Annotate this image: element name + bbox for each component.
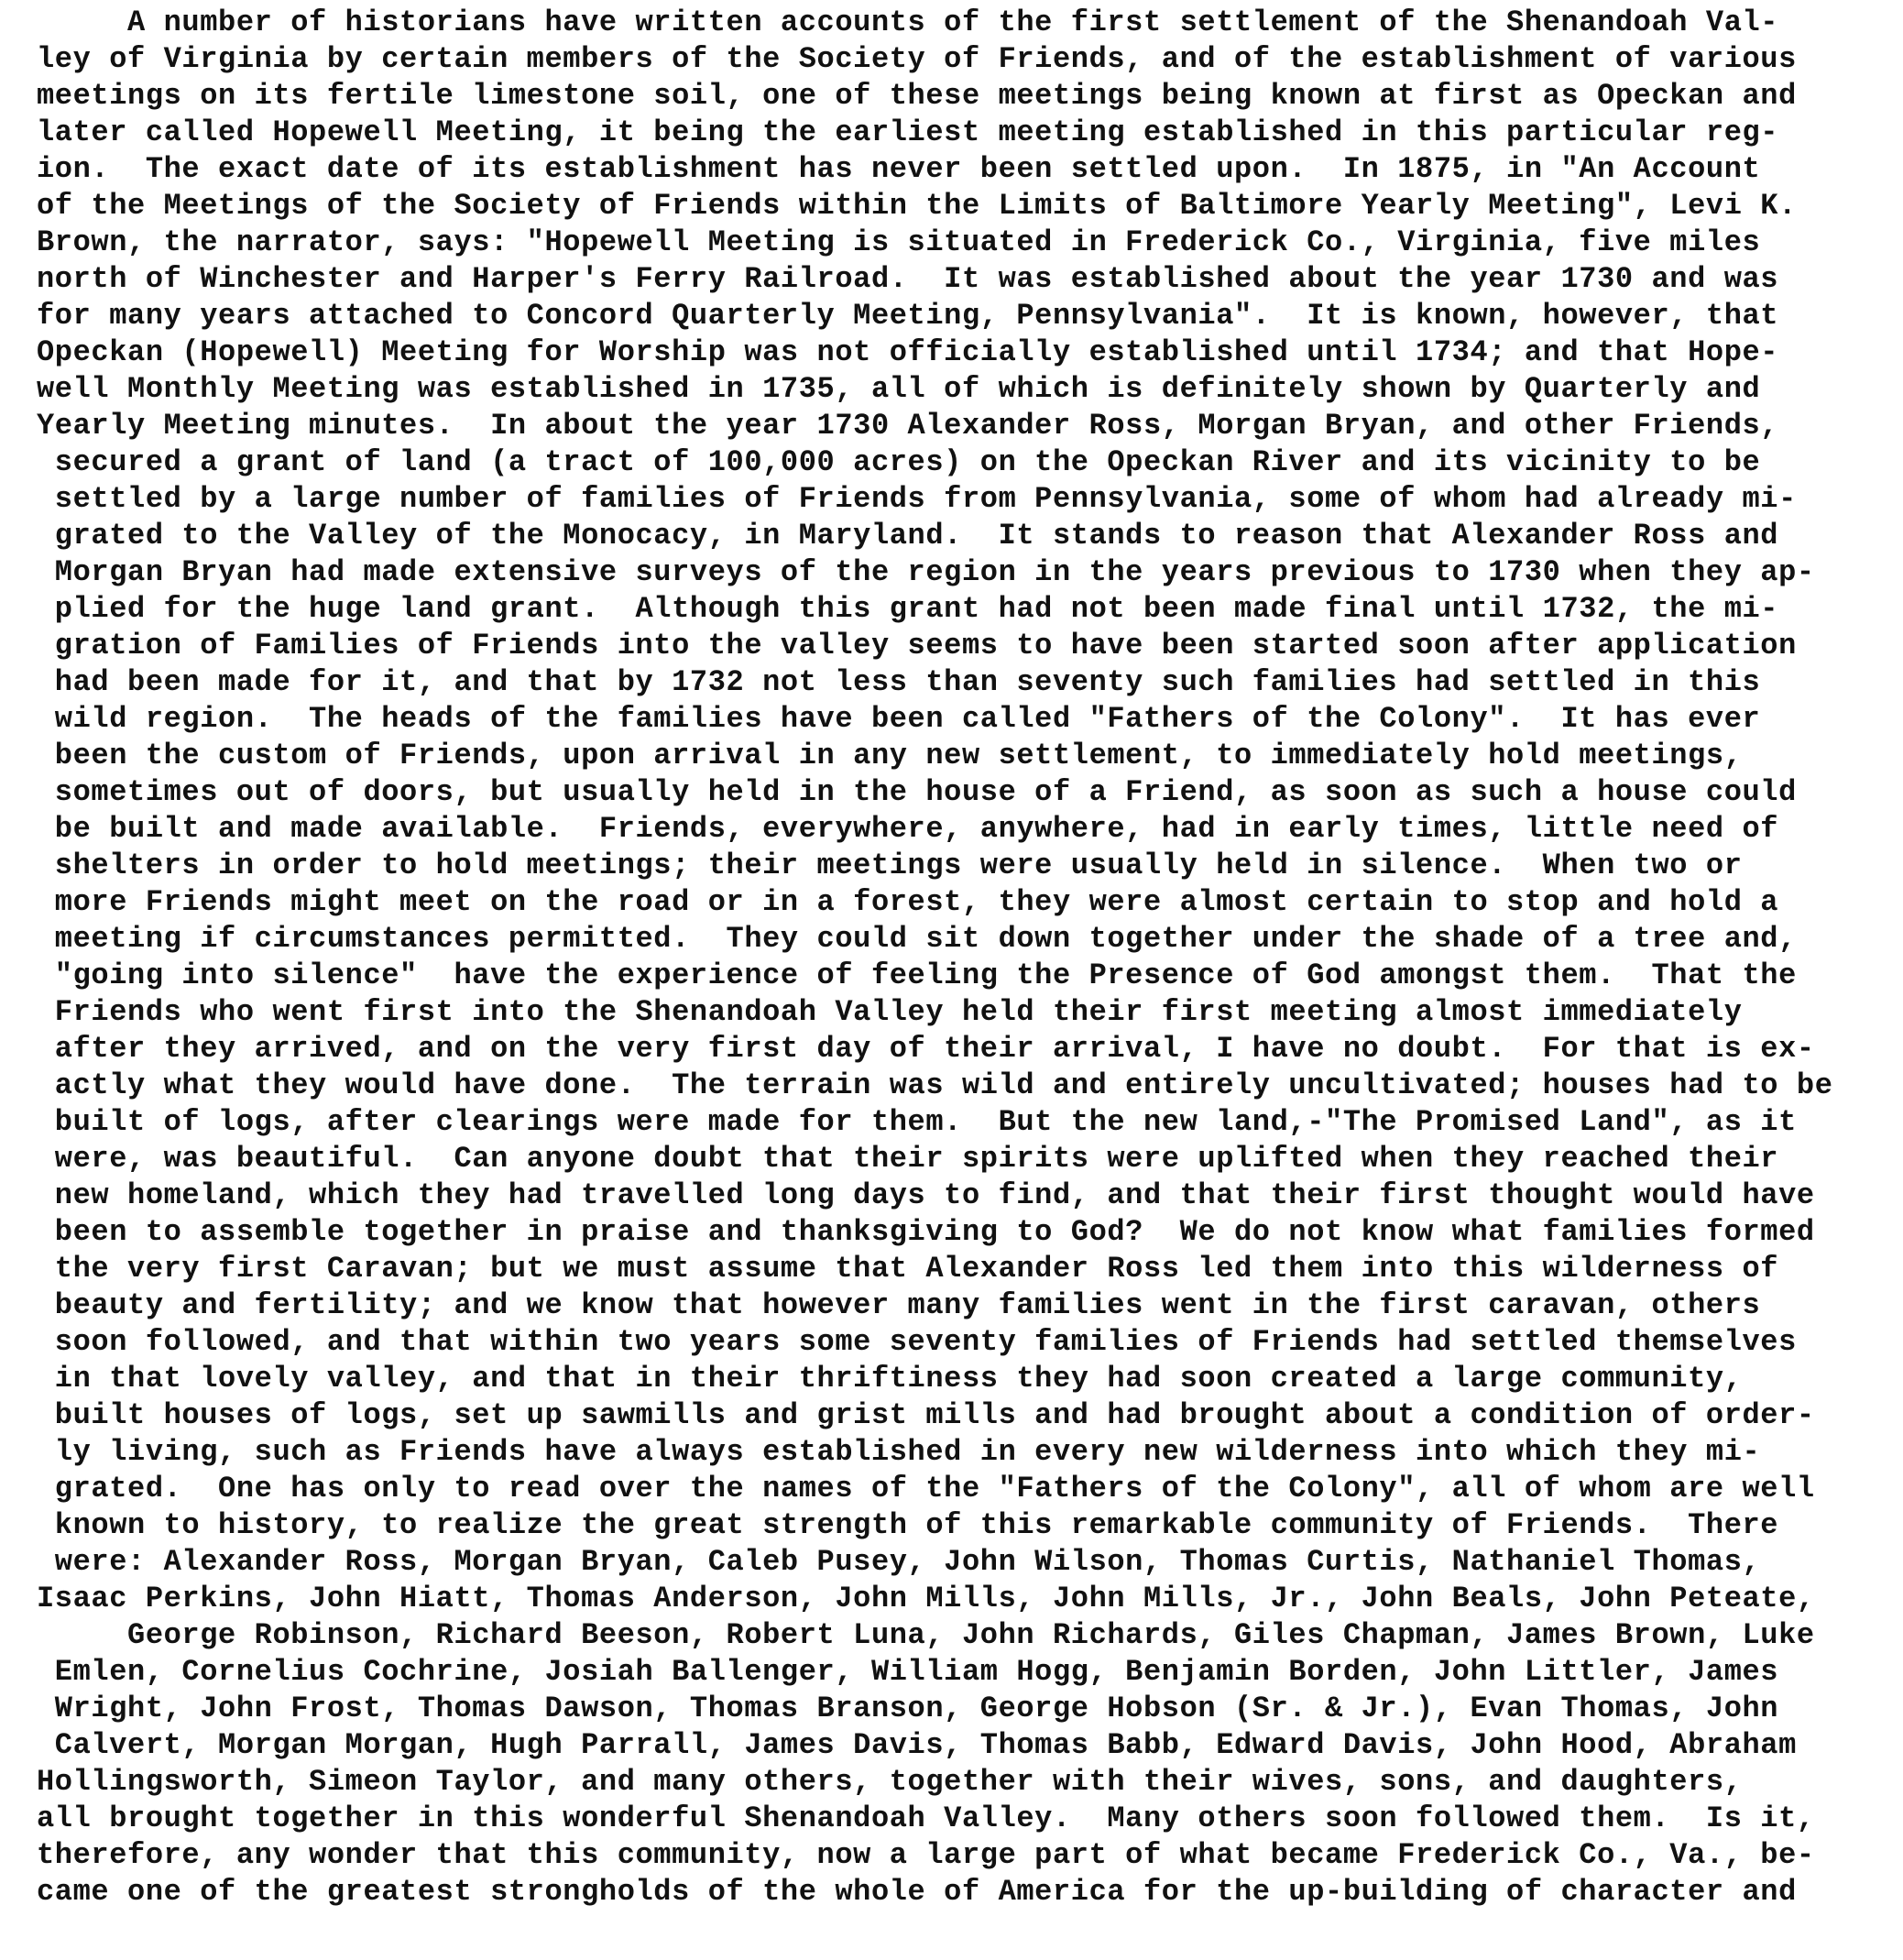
text-line: Wright, John Frost, Thomas Dawson, Thomas Branson, George Hobson (Sr. & Jr.), Evan Thomas, John: [37, 1692, 1779, 1725]
text-line: been the custom of Friends, upon arrival in any new settlement, to immediately hold meetings,: [37, 739, 1743, 772]
text-line: Calvert, Morgan Morgan, Hugh Parrall, James Davis, Thomas Babb, Edward Davis, John Hood, Abraham: [37, 1728, 1797, 1762]
text-line: Opeckan (Hopewell) Meeting for Worship was not officially established until 1734; and that Hope-: [37, 335, 1779, 369]
text-line: Emlen, Cornelius Cochrine, Josiah Ballenger, William Hogg, Benjamin Borden, John Littler, James: [37, 1655, 1779, 1689]
text-line: actly what they would have done. The terrain was wild and entirely uncultivated; houses had to be: [37, 1068, 1833, 1102]
text-line: came one of the greatest strongholds of the whole of America for the up-building of character and: [37, 1875, 1797, 1909]
text-line: be built and made available. Friends, everywhere, anywhere, had in early times, little need of: [37, 812, 1779, 846]
text-line: built houses of logs, set up sawmills and grist mills and had brought about a condition of order-: [37, 1398, 1815, 1432]
text-line: meetings on its fertile limestone soil, one of these meetings being known at first as Opeckan and: [37, 79, 1797, 113]
text-line: settled by a large number of families of Friends from Pennsylvania, some of whom had already mi-: [37, 482, 1797, 516]
text-line: soon followed, and that within two years some seventy families of Friends had settled themselves: [37, 1325, 1797, 1359]
text-line: Hollingsworth, Simeon Taylor, and many others, together with their wives, sons, and daughters,: [37, 1765, 1743, 1799]
text-line: secured a grant of land (a tract of 100,000 acres) on the Opeckan River and its vicinity to be: [37, 445, 1761, 479]
text-line: were, was beautiful. Can anyone doubt that their spirits were uplifted when they reached their: [37, 1142, 1779, 1176]
text-line: meeting if circumstances permitted. They could sit down together under the shade of a tree and,: [37, 922, 1797, 956]
text-line: Yearly Meeting minutes. In about the year 1730 Alexander Ross, Morgan Bryan, and other Friends,: [37, 409, 1779, 443]
text-line: north of Winchester and Harper's Ferry Railroad. It was established about the year 1730 and was: [37, 262, 1779, 296]
text-line: ly living, such as Friends have always established in every new wilderness into which they mi-: [37, 1435, 1761, 1469]
text-line: all brought together in this wonderful Shenandoah Valley. Many others soon followed them. Is it,: [37, 1801, 1815, 1835]
text-line: built of logs, after clearings were made for them. But the new land,-"The Promised Land", as it: [37, 1105, 1797, 1139]
text-line: therefore, any wonder that this community, now a large part of what became Frederick Co., Va., be-: [37, 1838, 1815, 1872]
text-line: were: Alexander Ross, Morgan Bryan, Caleb Pusey, John Wilson, Thomas Curtis, Nathaniel Thomas,: [37, 1545, 1761, 1579]
text-line: Brown, the narrator, says: "Hopewell Meeting is situated in Frederick Co., Virginia, five miles: [37, 225, 1761, 259]
text-line: grated. One has only to read over the names of the "Fathers of the Colony", all of whom are well: [37, 1472, 1815, 1506]
text-line: more Friends might meet on the road or in a forest, they were almost certain to stop and hold a: [37, 885, 1779, 919]
text-line: Friends who went first into the Shenandoah Valley held their first meeting almost immediately: [37, 995, 1743, 1029]
text-line: well Monthly Meeting was established in 1735, all of which is definitely shown by Quarterly and: [37, 372, 1761, 406]
text-line: after they arrived, and on the very first day of their arrival, I have no doubt. For that is ex-: [37, 1032, 1815, 1066]
text-line: shelters in order to hold meetings; their meetings were usually held in silence. When two or: [37, 849, 1743, 882]
text-line: for many years attached to Concord Quarterly Meeting, Pennsylvania". It is known, however, that: [37, 299, 1779, 333]
text-line: been to assemble together in praise and thanksgiving to God? We do not know what families formed: [37, 1215, 1815, 1249]
text-line: of the Meetings of the Society of Friends within the Limits of Baltimore Yearly Meeting", Levi K.: [37, 189, 1797, 223]
text-line: plied for the huge land grant. Although this grant had not been made final until 1732, the mi-: [37, 592, 1779, 626]
text-line: gration of Families of Friends into the valley seems to have been started soon after application: [37, 629, 1797, 662]
text-line: ion. The exact date of its establishment has never been settled upon. In 1875, in "An Account: [37, 152, 1761, 186]
text-line: had been made for it, and that by 1732 not less than seventy such families had settled in this: [37, 665, 1761, 699]
text-line: wild region. The heads of the families have been called "Fathers of the Colony". It has ever: [37, 702, 1761, 736]
text-line: Morgan Bryan had made extensive surveys of the region in the years previous to 1730 when they ap-: [37, 555, 1815, 589]
text-line: later called Hopewell Meeting, it being the earliest meeting established in this particular reg-: [37, 115, 1779, 149]
text-line: A number of historians have written accounts of the first settlement of the Shenandoah Val-: [37, 5, 1779, 39]
text-line: in that lovely valley, and that in their thriftiness they had soon created a large community,: [37, 1362, 1743, 1396]
text-line: beauty and fertility; and we know that however many families went in the first caravan, others: [37, 1288, 1761, 1322]
text-line: "going into silence" have the experience of feeling the Presence of God amongst them. That the: [37, 958, 1797, 992]
text-line: George Robinson, Richard Beeson, Robert Luna, John Richards, Giles Chapman, James Brown, Luke: [37, 1618, 1815, 1652]
text-line: grated to the Valley of the Monocacy, in Maryland. It stands to reason that Alexander Ross and: [37, 519, 1779, 553]
text-line: new homeland, which they had travelled long days to find, and that their first thought would have: [37, 1178, 1815, 1212]
text-line: ley of Virginia by certain members of the Society of Friends, and of the establishment of various: [37, 42, 1797, 76]
text-line: the very first Caravan; but we must assume that Alexander Ross led them into this wilderness of: [37, 1252, 1779, 1286]
text-line: known to history, to realize the great strength of this remarkable community of Friends. There: [37, 1508, 1779, 1542]
text-line: sometimes out of doors, but usually held in the house of a Friend, as soon as such a house could: [37, 775, 1797, 809]
text-line: Isaac Perkins, John Hiatt, Thomas Anderson, John Mills, John Mills, Jr., John Beals, John Peteate,: [37, 1582, 1815, 1615]
